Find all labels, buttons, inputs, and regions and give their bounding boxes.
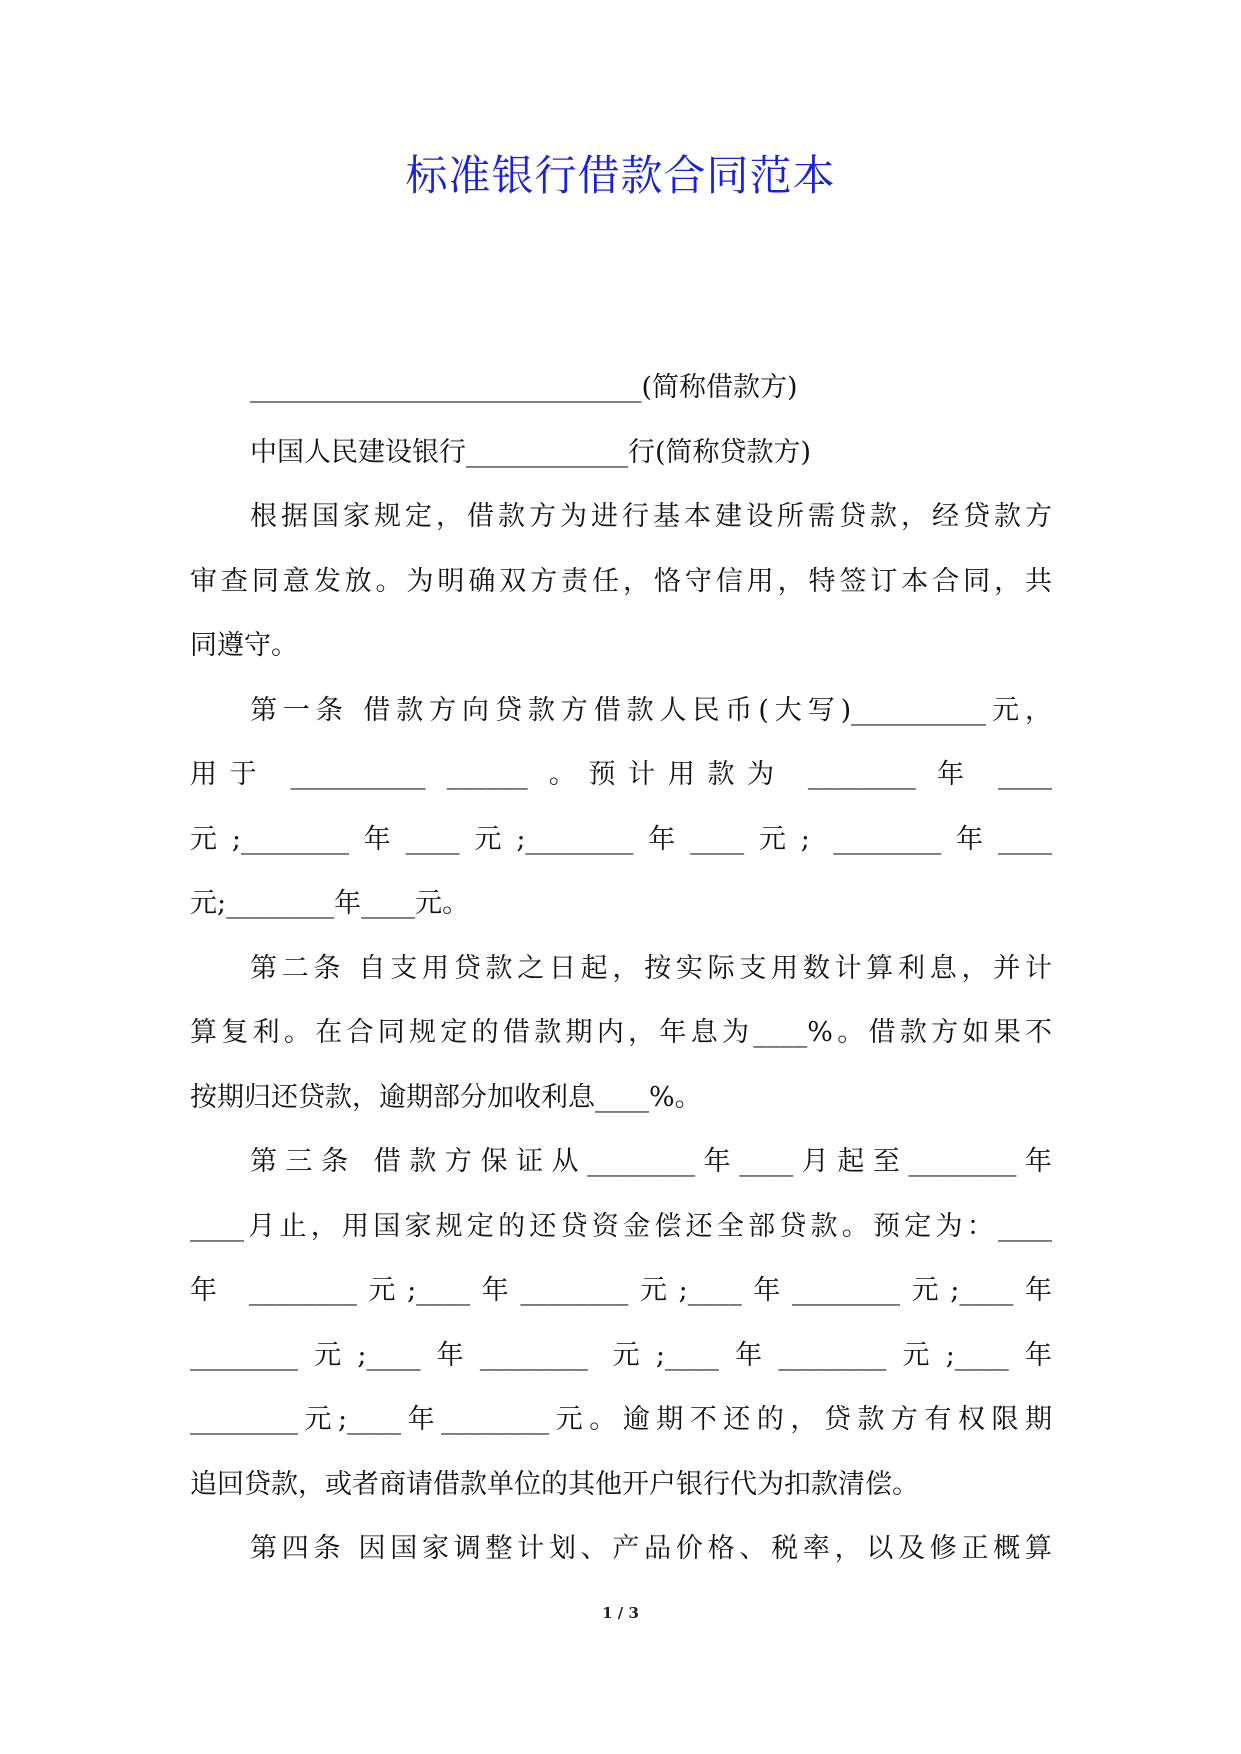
article-4-line: 第四条 因国家调整计划、产品价格、税率，以及修正概算 <box>250 1533 1052 1564</box>
article-3-line: 追回贷款，或者商请借款单位的其他开户银行代为扣款清偿。 <box>190 1468 919 1500</box>
article-1-line: 第一条 借款方向贷款方借款人民币(大写)__________元， <box>250 694 1052 726</box>
article-2-line: 按期归还贷款，逾期部分加收利息____%。 <box>190 1081 702 1113</box>
paragraph-line: 审查同意发放。为明确双方责任，恪守信用，特签订本合同，共 <box>190 565 1052 597</box>
article-2-line: 第二条 自支用贷款之日起，按实际支用数计算利息，并计 <box>250 952 1052 984</box>
article-1-line: 元;________年____元。 <box>190 888 470 919</box>
article-2-line: 算复利。在合同规定的借款期内，年息为____%。借款方如果不 <box>190 1017 1052 1048</box>
article-3-line: ________元;____年________元。逾期不还的，贷款方有权限期 <box>190 1404 1052 1435</box>
article-1-line: 元;________年____元;________年____元; ________年____ <box>190 823 1052 855</box>
paragraph-line: 根据国家规定，借款方为进行基本建设所需贷款，经贷款方 <box>250 501 1052 532</box>
page-number: 1 / 3 <box>602 1604 639 1622</box>
document-title: 标准银行借款合同范本 <box>405 151 836 200</box>
lender-line: 中国人民建设银行____________行(简称贷款方) <box>250 436 812 468</box>
paragraph-line: 同遵守。 <box>190 630 298 661</box>
article-3-line: ____月止，用国家规定的还贷资金偿还全部贷款。预定为：____ <box>190 1210 1052 1242</box>
article-3-line: 年 ________元;____年________元;____年________元;____年 <box>190 1275 1052 1306</box>
borrower-line: _____________________________(简称借款方) <box>250 372 798 403</box>
article-3-line: ________元;____年________ 元;____年________元;____年 <box>190 1339 1052 1371</box>
article-1-line: 用于 __________ ______ 。预计用款为 ________ 年 ____ <box>190 759 1052 790</box>
article-3-line: 第三条 借款方保证从________年____月起至________年 <box>250 1146 1052 1177</box>
document-body <box>190 356 1052 1582</box>
